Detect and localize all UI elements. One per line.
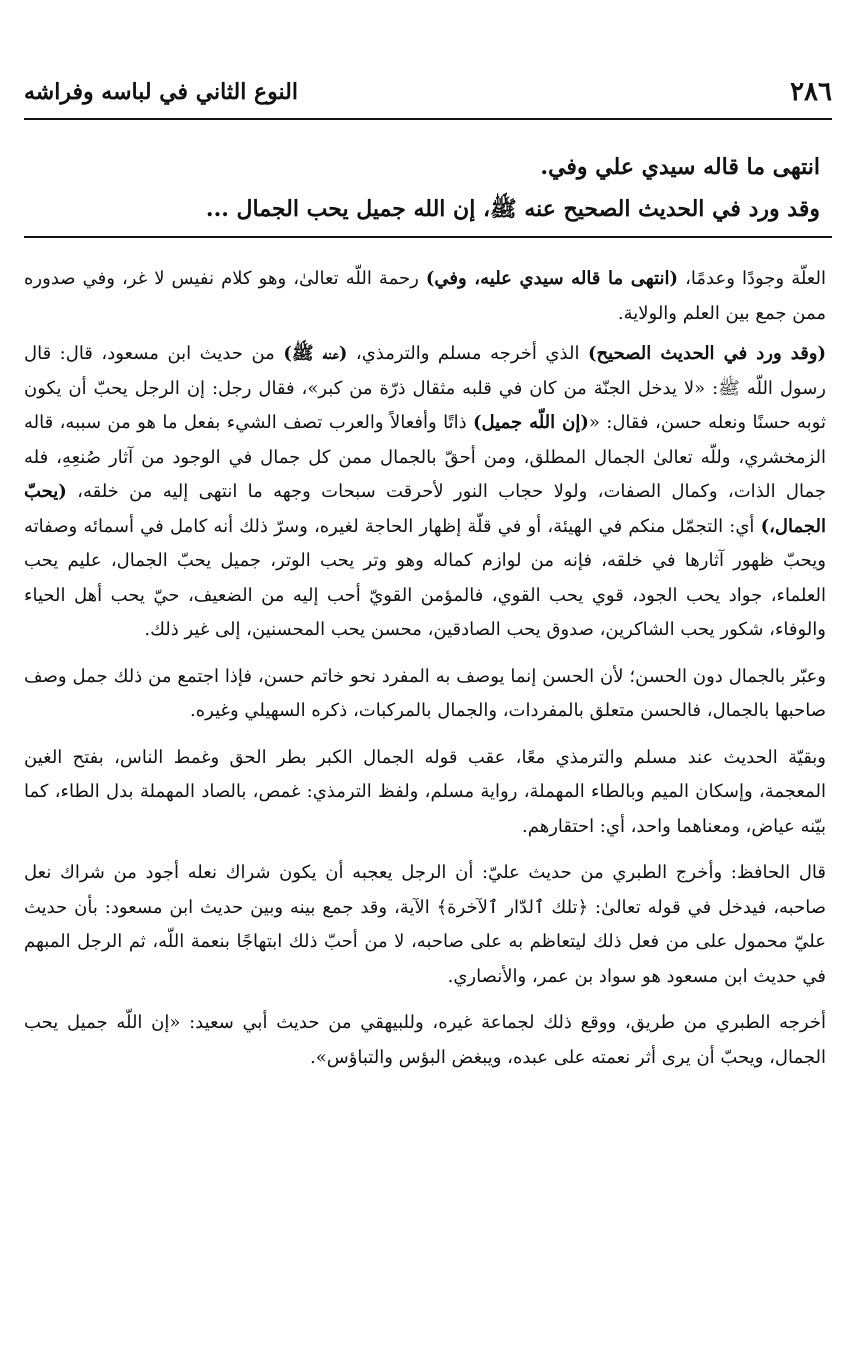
page-number: ٢٨٦ [790, 77, 832, 107]
commentary [24, 262, 826, 1081]
separator-rule [24, 236, 832, 238]
commentary-segment-bold: (يحبّ الجمال،) [24, 481, 826, 537]
commentary-paragraph-2 [24, 337, 826, 648]
commentary-segment: أي: التجمّل منكم في الهيئة، أو في قلّة إظهار الحاجة لغيره، وسرّ ذلك أنه كامل في أسمائه وصفاته ويحبّ ظهور آثارها في خلقه، فإنه من لوازم كماله وهو وتر يحب الوتر، جميل يحبّ الجمال، عليم يحب العلماء، جواد يحب الجود، قوي يحب القوي، فالمؤمن القويّ أحب إليه من الضعيف، حيّ يحب أهل الحياء والوفاء، شكور يحب الشاكرين، صدوق يحب الصادقين، محسن يحب المحسنين، إلى غير ذلك. [24, 515, 826, 640]
commentary-segment: ذاتًا وأفعالاً والعرب تصف الشيء بفعل ما هو من سببه، قاله الزمخشري، وللّه تعالىٰ الجمال المطلق، ومن أحقّ بالجمال ممن كل جمال في الوجود من آثار صُنعِهِ، فله جمال الذات، وكمال الصفات، ولولا حجاب النور لأحرقت سبحات وجهه ما انتهى إليه من خلقه، [24, 412, 826, 502]
commentary-segment-bold: (انتهى ما قاله سيدي عليه، وفي) [425, 268, 679, 289]
commentary-paragraph-4: وبقيّة الحديث عند مسلم والترمذي معًا، عقب قوله الجمال الكبر بطر الحق وغمط الناس، بفتح الغين المعجمة، وإسكان الميم وبالطاء المهملة، رواية مسلم، ولفظ الترمذي: غمص، بالصاد المهملة بدل الطاء، كما بيّنه عياض، ومعناهما واحد، أي: احتقارهم. [24, 746, 826, 837]
page-header [24, 72, 832, 112]
commentary-segment: رحمة اللّه تعالىٰ، وهو كلام نفيس لا غر، وفي صدوره ممن جمع بين العلم والولاية. [24, 268, 826, 324]
commentary-segment-bold: (وقد ورد في الحديث الصحيح) [587, 343, 827, 364]
header-rule [24, 118, 832, 120]
commentary-segment: الذي أخرجه مسلم والترمذي، [347, 343, 588, 364]
commentary-paragraph-6: أخرجه الطبري من طريق، ووقع ذلك لجماعة غيره، وللبيهقي من حديث أبي سعيد: «إن اللّه جميل يحب الجمال، ويحبّ أن يرى أثر نعمته على عبده، ويبغض البؤس والتباؤس». [24, 1012, 826, 1068]
commentary-segment-bold: (إن اللّه جميل) [473, 412, 589, 433]
main-text-line-2: وقد ورد في الحديث الصحيح عنه ﷺ، إن الله جميل يحب الجمال ... [205, 196, 820, 222]
commentary-paragraph-3: وعبّر بالجمال دون الحسن؛ لأن الحسن إنما يوصف به المفرد نحو خاتم حسن، فإذا اجتمع من ذلك جمل وصف صاحبها بالجمال، فالحسن متعلق بالمفردات، والجمال بالمركبات، ذكره السهيلي وغيره. [24, 665, 826, 721]
chapter-title: النوع الثاني في لباسه وفراشه [24, 79, 298, 105]
commentary-segment: من حديث ابن مسعود، قال: قال رسول اللّه ﷺ: «لا يدخل الجنّة من كان في قلبه مثقال ذرّة من كبر»، فقال رجل: إن الرجل يحبّ أن يكون ثوبه حسنًا ونعله حسن، فقال: « [24, 343, 826, 433]
commentary-segment: العلّة وجودًا وعدمًا، [678, 268, 826, 289]
main-text [40, 146, 820, 230]
main-text-line-1: انتهى ما قاله سيدي علي وفي. [540, 154, 820, 180]
commentary-paragraph-5: قال الحافظ: وأخرج الطبري من حديث عليّ: أن الرجل يعجبه أن يكون شراك نعله أجود من شراك نعل صاحبه، فيدخل في قوله تعالىٰ: ﴿تلك ٱلدّار ٱلآخرة﴾ الآية، وقد جمع بينه وبين حديث ابن مسعود: بأن حديث عليّ محمول على من فعل ذلك ليتعاظم به على صاحبه، لا من أحبّ ذلك ابتهاجًا بنعمة اللّه، ثم الرجل المبهم في حديث ابن مسعود هو سواد بن عمر، والأنصاري. [24, 862, 826, 987]
commentary-paragraph-1 [24, 262, 826, 331]
commentary-segment-bold: (عنه ﷺ) [283, 343, 348, 364]
